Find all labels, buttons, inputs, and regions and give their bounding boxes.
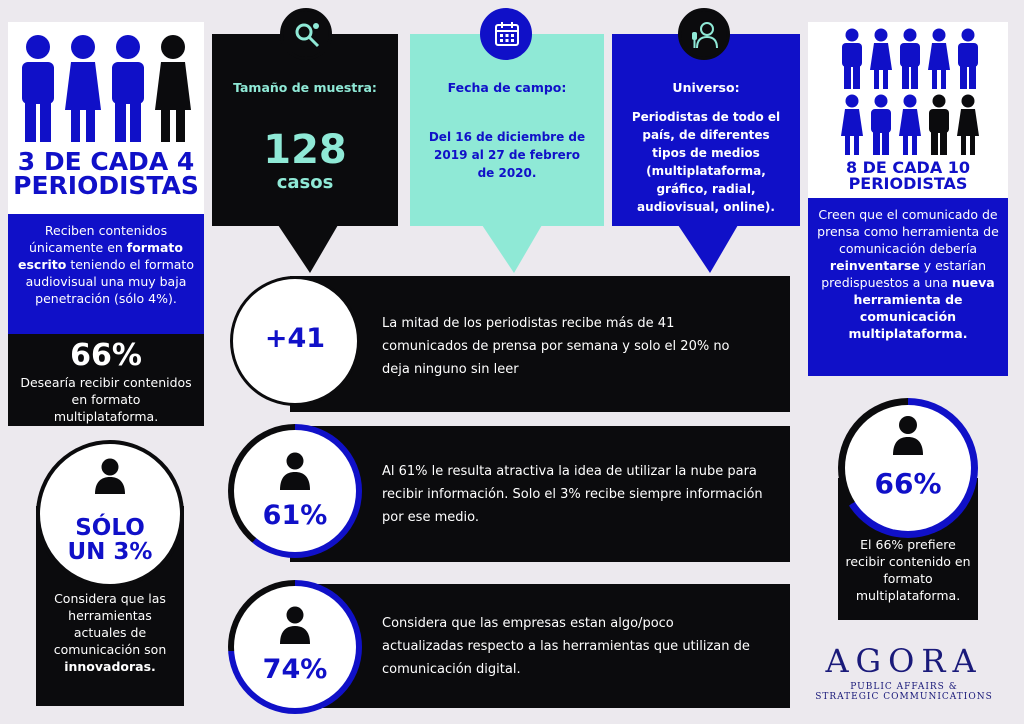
person-icon xyxy=(927,94,951,156)
date-pointer xyxy=(410,225,604,275)
universe-text: Periodistas de todo el país, de diferentes tipos de medios (multiplataforma, gráfico, radial, audiovisual, online). xyxy=(631,110,781,214)
only3-text-1: Considera que las herramientas actuales de comunicación son xyxy=(53,591,167,657)
row-circle xyxy=(234,586,356,708)
right-heading-line1: 8 DE CADA 10 xyxy=(845,158,971,177)
left-stat-text: Desearía recibir contenidos en formato multiplataforma. xyxy=(20,375,192,424)
row-circle xyxy=(230,276,360,406)
date-title: Fecha de campo: xyxy=(447,80,567,95)
only3-text-bold: innovadoras. xyxy=(64,659,156,674)
left-stat-value: 66% xyxy=(70,338,142,373)
left-panel xyxy=(8,22,204,426)
sample-panel xyxy=(212,34,398,274)
person-icon xyxy=(898,28,922,90)
universe-pointer xyxy=(612,225,800,275)
right-blue-text-bold1: reinventarse xyxy=(829,258,920,273)
person-icon xyxy=(956,94,980,156)
brand-logo xyxy=(806,644,1002,702)
right-blue-text-2: y estarían predispuestos a una xyxy=(821,258,987,290)
date-text: Del 16 de diciembre de 2019 al 27 de febrero de 2020. xyxy=(428,130,586,180)
only3-heading xyxy=(40,516,180,564)
calendar-icon-circle xyxy=(480,8,532,60)
brand-tagline-2: STRATEGIC COMMUNICATIONS xyxy=(815,692,993,702)
left-blue-text-2: teniendo el formato audiovisual una muy baja penetración (sólo 4%). xyxy=(25,257,194,306)
left-blue-box xyxy=(8,214,204,334)
research-icon xyxy=(292,20,322,50)
row-value: 61% xyxy=(262,500,328,531)
person-icon xyxy=(840,94,864,156)
sample-unit: casos xyxy=(276,172,334,193)
person-icon xyxy=(278,606,312,644)
row-text: Al 61% le resulta atractiva la idea de utilizar la nube para recibir información. Solo el 3% recibe siempre información por ese medio. xyxy=(382,464,763,525)
only3-circle xyxy=(36,440,184,588)
left-heading xyxy=(8,142,204,214)
sample-value: 128 xyxy=(263,127,347,173)
right-heading xyxy=(808,160,1008,192)
left-heading-line1: 3 DE CADA 4 xyxy=(17,147,195,176)
row-text: Considera que las empresas estan algo/poco actualizadas respecto a las herramientas que utilizan de comunicación digital. xyxy=(382,616,750,677)
right-stat-value: 66% xyxy=(874,467,942,500)
person-icon xyxy=(18,34,58,146)
row-value: +41 xyxy=(264,323,326,354)
person-icon xyxy=(869,28,893,90)
only3-line1: SÓLO xyxy=(75,515,145,541)
left-blue-text-1: Reciben contenidos únicamente en xyxy=(28,223,168,255)
row-circle xyxy=(234,430,356,552)
person-icon xyxy=(869,94,893,156)
date-panel xyxy=(410,34,604,274)
person-icon xyxy=(840,28,864,90)
sample-title: Tamaño de muestra: xyxy=(233,80,377,95)
right-panel xyxy=(808,22,1008,376)
person-icon xyxy=(890,415,926,455)
universe-panel xyxy=(612,34,800,274)
person-icon xyxy=(927,28,951,90)
person-icon xyxy=(956,28,980,90)
journalist-icon xyxy=(691,20,719,50)
right-blue-text-bold2: nueva herramienta de comunicación multiplataforma. xyxy=(848,275,995,341)
person-icon xyxy=(108,34,148,146)
right-stat-text: El 66% prefiere recibir contenido en formato multiplataforma. xyxy=(845,537,971,603)
brand-tagline-1: PUBLIC AFFAIRS & xyxy=(850,682,958,692)
person-icon xyxy=(153,34,193,146)
person-icon xyxy=(898,94,922,156)
right-stat-circle xyxy=(845,405,971,531)
person-icon xyxy=(93,458,127,494)
row-value: 74% xyxy=(262,654,328,685)
row-text: La mitad de los periodistas recibe más de 41 comunicados de prensa por semana y solo el 20% no deja ninguno sin leer xyxy=(382,316,730,377)
left-stat-box xyxy=(8,334,204,426)
person-icon xyxy=(63,34,103,146)
sample-pointer xyxy=(212,225,398,275)
left-blue-text-bold: formato escrito xyxy=(18,240,183,272)
person-icon xyxy=(278,452,312,490)
universe-title: Universo: xyxy=(672,80,740,95)
right-blue-box xyxy=(808,198,1008,376)
research-icon-circle xyxy=(280,8,332,60)
right-heading-line2: PERIODISTAS xyxy=(848,174,968,193)
left-heading-line2: PERIODISTAS xyxy=(13,171,199,200)
calendar-icon xyxy=(493,20,521,48)
people-icons-row xyxy=(8,22,204,142)
brand-name: AGORA xyxy=(825,642,983,680)
right-blue-text-1: Creen que el comunicado de prensa como herramienta de comunicación debería xyxy=(817,207,999,256)
only3-line2: UN 3% xyxy=(67,539,153,565)
people-icons-grid xyxy=(840,28,990,158)
journalist-icon-circle xyxy=(678,8,730,60)
only3-text xyxy=(40,590,180,675)
